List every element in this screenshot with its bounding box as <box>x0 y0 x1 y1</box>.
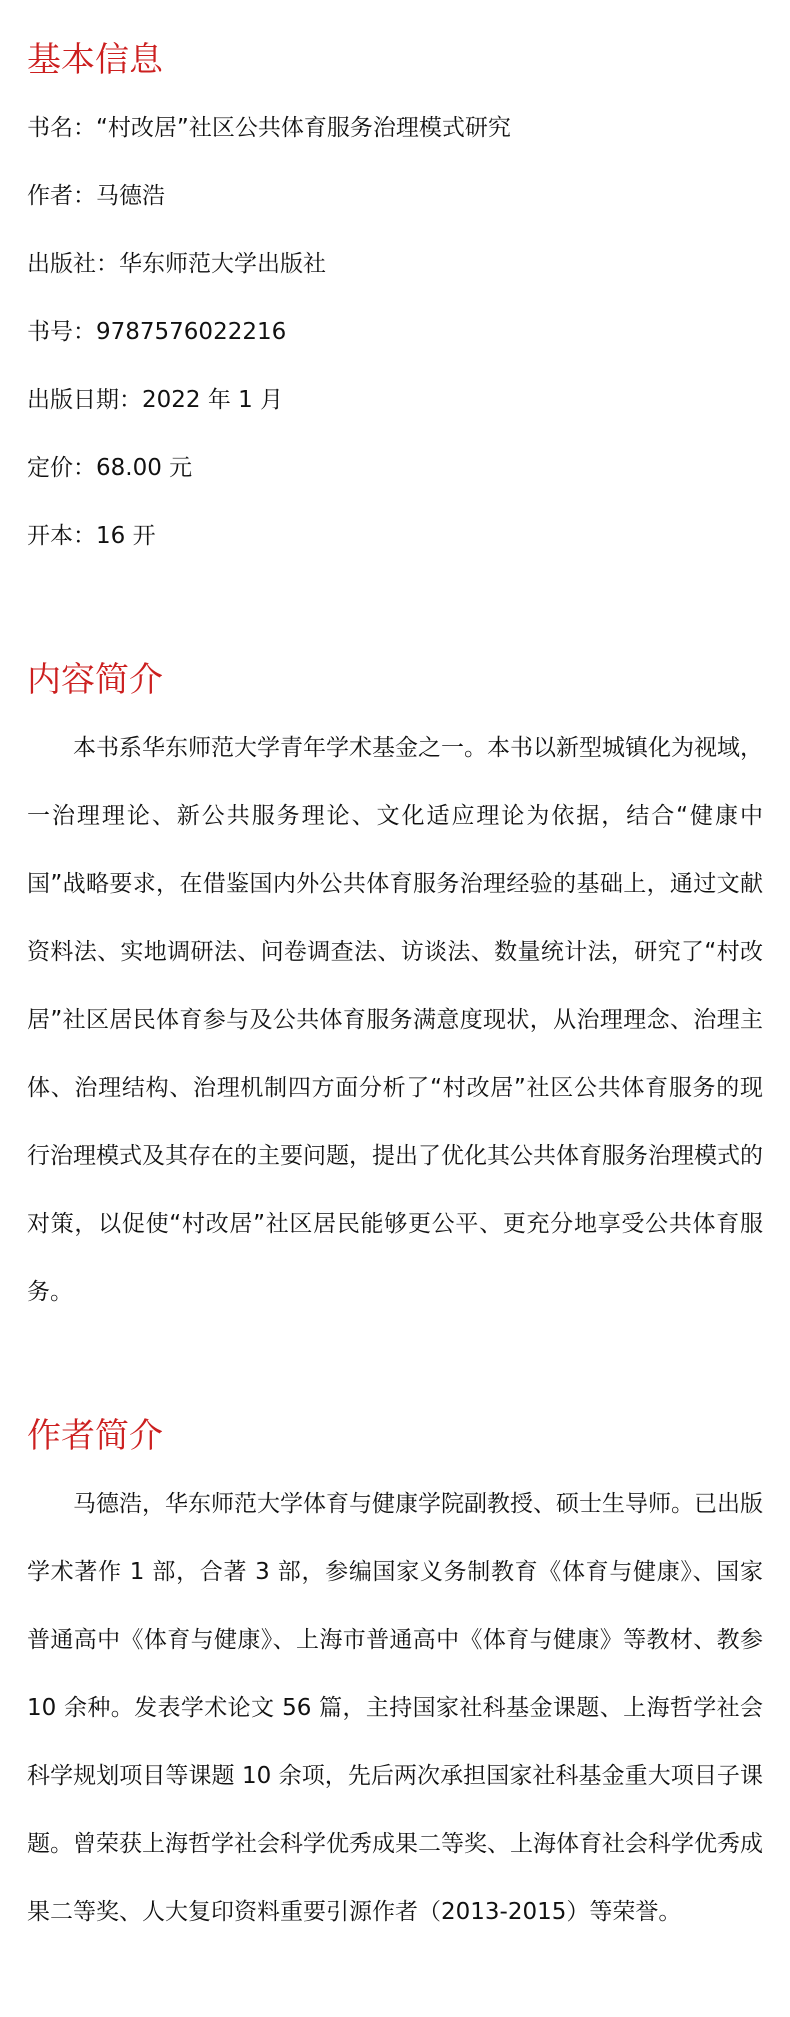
info-value: 2022 年 1 月 <box>142 387 284 413</box>
info-label: 书号： <box>27 319 96 345</box>
info-row-publisher <box>27 230 763 298</box>
info-row-price <box>27 434 763 502</box>
info-value: 68.00 元 <box>96 455 193 481</box>
info-row-format <box>27 502 763 570</box>
info-label: 出版社： <box>27 251 119 277</box>
info-row-publish-date <box>27 366 763 434</box>
info-label: 出版日期： <box>27 387 142 413</box>
info-value: 马德浩 <box>96 183 165 209</box>
info-value: 华东师范大学出版社 <box>119 251 326 277</box>
basic-info-heading: 基本信息 <box>27 40 163 80</box>
basic-info-list <box>27 94 763 570</box>
content-intro-text: 本书系华东师范大学青年学术基金之一。本书以新型城镇化为视域，一治理理论、新公共服务理论、文化适应理论为依据，结合“健康中国”战略要求，在借鉴国内外公共体育服务治理经验的基础上，通过文献资料法、实地调研法、问卷调查法、访谈法、数量统计法，研究了“村改居”社区居民体育参与及公共体育服务满意度现状，从治理理念、治理主体、治理结构、治理机制四方面分析了“村改居”社区公共体育服务的现行治理模式及其存在的主要问题，提出了优化其公共体育服务治理模式的对策，以促使“村改居”社区居民能够更公平、更充分地享受公共体育服务。 <box>27 735 763 1305</box>
info-row-title <box>27 94 763 162</box>
info-value: 9787576022216 <box>96 319 287 345</box>
info-row-author <box>27 162 763 230</box>
info-row-isbn <box>27 298 763 366</box>
info-label: 开本： <box>27 523 96 549</box>
author-intro-text: 马德浩，华东师范大学体育与健康学院副教授、硕士生导师。已出版学术著作 1 部，合著 3 部，参编国家义务制教育《体育与健康》、国家普通高中《体育与健康》、上海市普通高中《体育与健康》等教材、教参 10 余种。发表学术论文 56 篇，主持国家社科基金课题、上海哲学社会科学规划项目等课题 10 余项，先后两次承担国家社科基金重大项目子课题。曾荣获上海哲学社会科学优秀成果二等奖、上海体育社会科学优秀成果二等奖、人大复印资料重要引源作者（2013-2015）等荣誉。 <box>27 1491 763 1925</box>
info-label: 书名： <box>27 115 96 141</box>
author-intro-heading: 作者简介 <box>27 1416 163 1456</box>
info-value: 16 开 <box>96 523 156 549</box>
info-label: 作者： <box>27 183 96 209</box>
info-value: “村改居”社区公共体育服务治理模式研究 <box>96 115 511 141</box>
info-label: 定价： <box>27 455 96 481</box>
content-intro-heading: 内容简介 <box>27 660 163 700</box>
